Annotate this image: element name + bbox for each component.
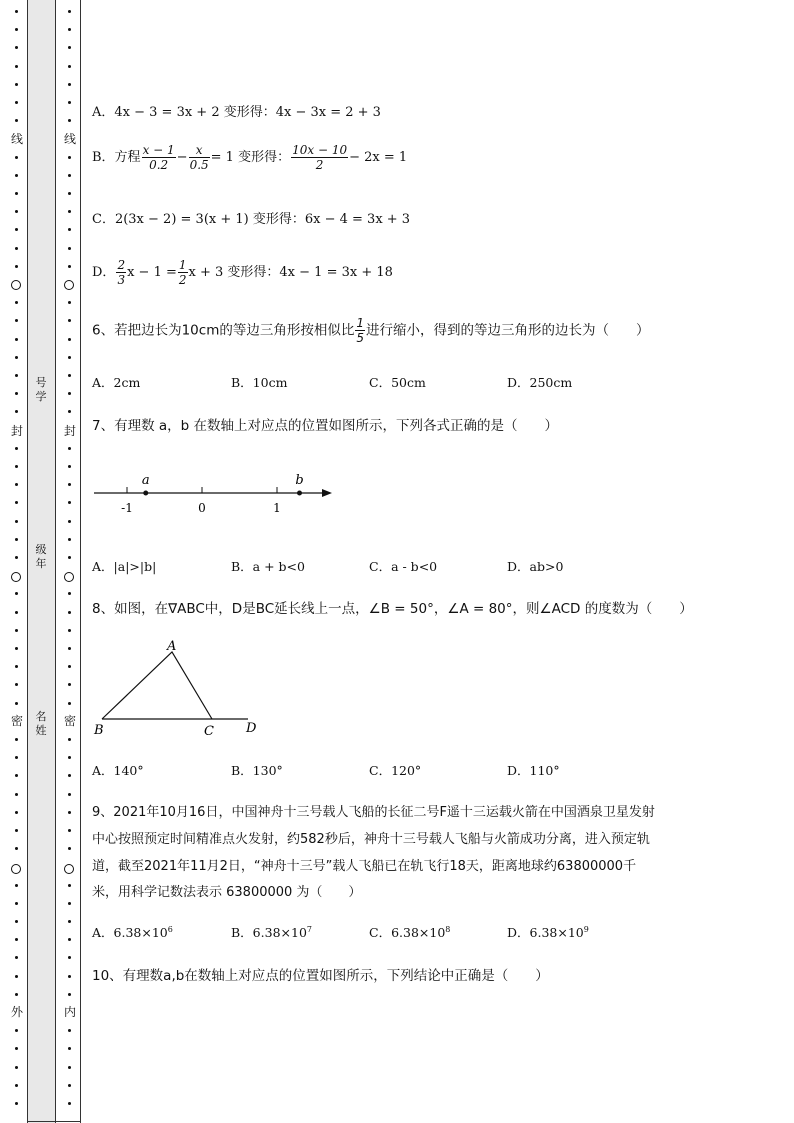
margin-dot (15, 83, 18, 86)
margin-dot (15, 629, 18, 632)
margin-dot (15, 101, 18, 104)
margin-dot (15, 920, 18, 923)
margin-circle-icon (64, 572, 74, 582)
margin-dot (15, 956, 18, 959)
margin-dot (15, 174, 18, 177)
margin-dot (68, 356, 71, 359)
vertex-c: C (204, 724, 214, 739)
margin-border-line (80, 0, 81, 1123)
margin-dot (68, 993, 71, 996)
q5-option-a: A．4x − 3 = 3x + 2 变形得：4x − 3x = 2 + 3 (92, 105, 381, 120)
margin-dot (15, 611, 18, 614)
margin-dot (15, 738, 18, 741)
q7-number-line (92, 470, 342, 520)
margin-dot (68, 156, 71, 159)
margin-dot (15, 119, 18, 122)
q8-stem: 8、如图，在∇ABC中，D是BC延长线上一点，∠B = 50°，∠A = 80°，则∠ACD 的度数为（ ） (92, 601, 693, 617)
margin-dot (15, 884, 18, 887)
margin-dot (15, 265, 18, 268)
fraction: $\frac{2}{3}$ (117, 258, 126, 287)
margin-dot (68, 665, 71, 668)
margin-dot (68, 1029, 71, 1032)
margin-dot (15, 301, 18, 304)
q5-option-d: D． $\frac{2}{3}$ x − 1 = $\frac{1}{2}$ x + 3 变形得：4x − 1 = 3x + 18 (92, 258, 393, 287)
margin-dot (15, 1066, 18, 1069)
q10-stem: 10、有理数a,b在数轴上对应点的位置如图所示，下列结论中正确是（ ） (92, 968, 549, 984)
margin-dot (15, 501, 18, 504)
margin-dot (68, 192, 71, 195)
margin-dot (68, 811, 71, 814)
margin-dot (15, 338, 18, 341)
right-dot-column (66, 0, 74, 1123)
margin-dot (68, 28, 71, 31)
margin-dot (15, 793, 18, 796)
margin-dot (68, 683, 71, 686)
margin-dot (15, 65, 18, 68)
margin-dot (68, 374, 71, 377)
margin-dot (15, 1047, 18, 1050)
margin-dot (68, 975, 71, 978)
margin-dot (15, 665, 18, 668)
fraction: $\frac{1}{2}$ (178, 258, 187, 287)
margin-dot (68, 556, 71, 559)
q6-option-d: D．250cm (507, 375, 573, 390)
binding-margin (0, 0, 82, 1123)
q6-option-c: C．50cm (369, 375, 426, 390)
label-grade: 级年 (35, 543, 47, 570)
margin-dot (15, 210, 18, 213)
margin-dot (15, 46, 18, 49)
margin-dot (68, 520, 71, 523)
right-marker-mi: 密 (63, 714, 76, 728)
margin-dot (68, 210, 71, 213)
margin-dot (68, 501, 71, 504)
q9-option-c: C．$6.38\times 10^8$ (369, 924, 451, 940)
left-marker-mi: 密 (10, 714, 23, 728)
margin-dot (68, 1084, 71, 1087)
q9-stem-line-4: 米，用科学记数法表示 63800000 为（ ） (92, 885, 362, 900)
q7-option-b: B．a + b<0 (231, 559, 305, 574)
margin-dot (68, 265, 71, 268)
margin-dot (15, 10, 18, 13)
margin-circle-icon (11, 280, 21, 290)
q8-triangle-figure (92, 636, 272, 740)
margin-dot (15, 1084, 18, 1087)
margin-dot (15, 847, 18, 850)
right-marker-xian: 线 (63, 132, 76, 146)
tick-label-minus-one: -1 (121, 501, 133, 515)
vertex-b: B (94, 723, 104, 738)
left-marker-feng: 封 (10, 424, 23, 438)
q8-option-b: B．130° (231, 763, 283, 778)
margin-dot (15, 993, 18, 996)
margin-dot (68, 1102, 71, 1105)
q9-stem-line-1: 9、2021年10月16日，中国神舟十三号载人飞船的长征二号F遥十三运载火箭在中国酒泉卫星发射 (92, 805, 655, 820)
q9-stem-line-2: 中心按照预定时间精准点火发射，约582秒后，神舟十三号载人飞船与火箭成功分离，进入预定轨 (92, 832, 650, 847)
margin-dot (68, 592, 71, 595)
margin-dot (68, 793, 71, 796)
point-b (297, 491, 302, 496)
q8-option-a: A．140° (92, 763, 144, 778)
margin-dot (15, 538, 18, 541)
margin-dot (68, 1066, 71, 1069)
q8-option-d: D．110° (507, 763, 560, 778)
margin-dot (68, 538, 71, 541)
q7-option-a: A．|a|>|b| (92, 559, 157, 574)
margin-dot (15, 683, 18, 686)
margin-dot (68, 83, 71, 86)
margin-dot (68, 702, 71, 705)
margin-dot (15, 702, 18, 705)
margin-circle-icon (11, 572, 21, 582)
fraction: $\frac{x}{0.5}$ (189, 143, 209, 172)
point-a (143, 491, 148, 496)
triangle-sides (102, 652, 212, 719)
margin-dot (15, 811, 18, 814)
vertex-a: A (167, 639, 177, 654)
q9-option-d: D．$6.38\times 10^9$ (507, 924, 589, 940)
margin-dot (68, 756, 71, 759)
margin-dot (68, 319, 71, 322)
q9-stem-line-3: 道，截至2021年11月2日，“神舟十三号”载人飞船已在轨飞行18天，距离地球约63800000千 (92, 859, 637, 874)
margin-dot (68, 774, 71, 777)
margin-dot (68, 483, 71, 486)
margin-dot (68, 1047, 71, 1050)
vertex-d: D (246, 721, 257, 736)
margin-circle-icon (11, 864, 21, 874)
left-marker-xian: 线 (10, 132, 23, 146)
q7-option-c: C．a - b<0 (369, 559, 438, 574)
margin-dot (68, 611, 71, 614)
margin-dot (68, 101, 71, 104)
margin-dot (15, 556, 18, 559)
margin-dot (68, 829, 71, 832)
margin-dot (68, 247, 71, 250)
q5-option-c: C．2(3x − 2) = 3(x + 1) 变形得：6x − 4 = 3x + 3 (92, 212, 411, 227)
fraction: $\frac{1}{5}$ (356, 316, 364, 345)
margin-dot (68, 338, 71, 341)
tick-label-zero: 0 (198, 501, 206, 515)
margin-dot (15, 483, 18, 486)
margin-dot (68, 938, 71, 941)
right-marker-feng: 封 (63, 424, 76, 438)
q6-stem: 6、若把边长为10cm的等边三角形按相似比 $\frac{1}{5}$ 进行缩小，得到的等边三角形的边长为（ ） (92, 316, 650, 345)
margin-dot (15, 392, 18, 395)
margin-dot (15, 520, 18, 523)
q9-option-a: A．$6.38\times 10^6$ (92, 924, 173, 940)
label-a: a (141, 473, 150, 488)
margin-dot (68, 228, 71, 231)
margin-dot (68, 410, 71, 413)
label-name: 名姓 (35, 710, 47, 737)
margin-dot (68, 920, 71, 923)
margin-dot (68, 738, 71, 741)
margin-dot (15, 756, 18, 759)
q7-option-d: D．ab>0 (507, 559, 564, 574)
margin-dot (68, 465, 71, 468)
margin-dot (15, 374, 18, 377)
margin-dot (68, 884, 71, 887)
left-dot-column (13, 0, 21, 1123)
margin-dot (15, 902, 18, 905)
q6-option-b: B．10cm (231, 375, 288, 390)
margin-dot (15, 774, 18, 777)
margin-dot (68, 447, 71, 450)
margin-dot (15, 938, 18, 941)
margin-dot (68, 65, 71, 68)
margin-dot (68, 301, 71, 304)
margin-dot (68, 10, 71, 13)
fraction: $\frac{x - 1}{0.2}$ (142, 143, 175, 172)
margin-dot (68, 902, 71, 905)
margin-dot (15, 829, 18, 832)
right-marker-nei: 内 (63, 1005, 76, 1019)
q6-option-a: A．2cm (92, 375, 141, 390)
margin-circle-icon (64, 864, 74, 874)
margin-dot (68, 46, 71, 49)
margin-dot (15, 975, 18, 978)
margin-dot (15, 447, 18, 450)
margin-dot (15, 647, 18, 650)
margin-dot (15, 465, 18, 468)
label-student-number: 号学 (35, 376, 47, 403)
margin-dot (15, 356, 18, 359)
tick-label-one: 1 (273, 501, 281, 515)
margin-dot (15, 1102, 18, 1105)
label-b: b (295, 473, 304, 488)
margin-dot (15, 28, 18, 31)
margin-dot (68, 174, 71, 177)
margin-dot (15, 192, 18, 195)
margin-dot (15, 319, 18, 322)
margin-dot (68, 647, 71, 650)
margin-dot (15, 247, 18, 250)
q7-stem: 7、有理数 a，b 在数轴上对应点的位置如图所示，下列各式正确的是（ ） (92, 418, 559, 434)
q9-option-b: B．$6.38\times 10^7$ (231, 924, 312, 940)
axis-arrow (322, 489, 332, 497)
margin-dot (15, 592, 18, 595)
q5-option-b: B．方程 $\frac{x - 1}{0.2}$ − $\frac{x}{0.5}$ = 1 变形得： $\frac{10x - 10}{2}$ − 2x = 1 (92, 143, 408, 172)
margin-dot (68, 392, 71, 395)
margin-dot (68, 629, 71, 632)
margin-dot (15, 1029, 18, 1032)
margin-circle-icon (64, 280, 74, 290)
left-marker-wai: 外 (10, 1005, 23, 1019)
margin-dot (68, 119, 71, 122)
margin-dot (15, 228, 18, 231)
margin-dot (68, 847, 71, 850)
margin-dot (68, 956, 71, 959)
fraction: $\frac{10x - 10}{2}$ (292, 143, 348, 172)
margin-dot (15, 156, 18, 159)
margin-dot (15, 410, 18, 413)
q8-option-c: C．120° (369, 763, 422, 778)
